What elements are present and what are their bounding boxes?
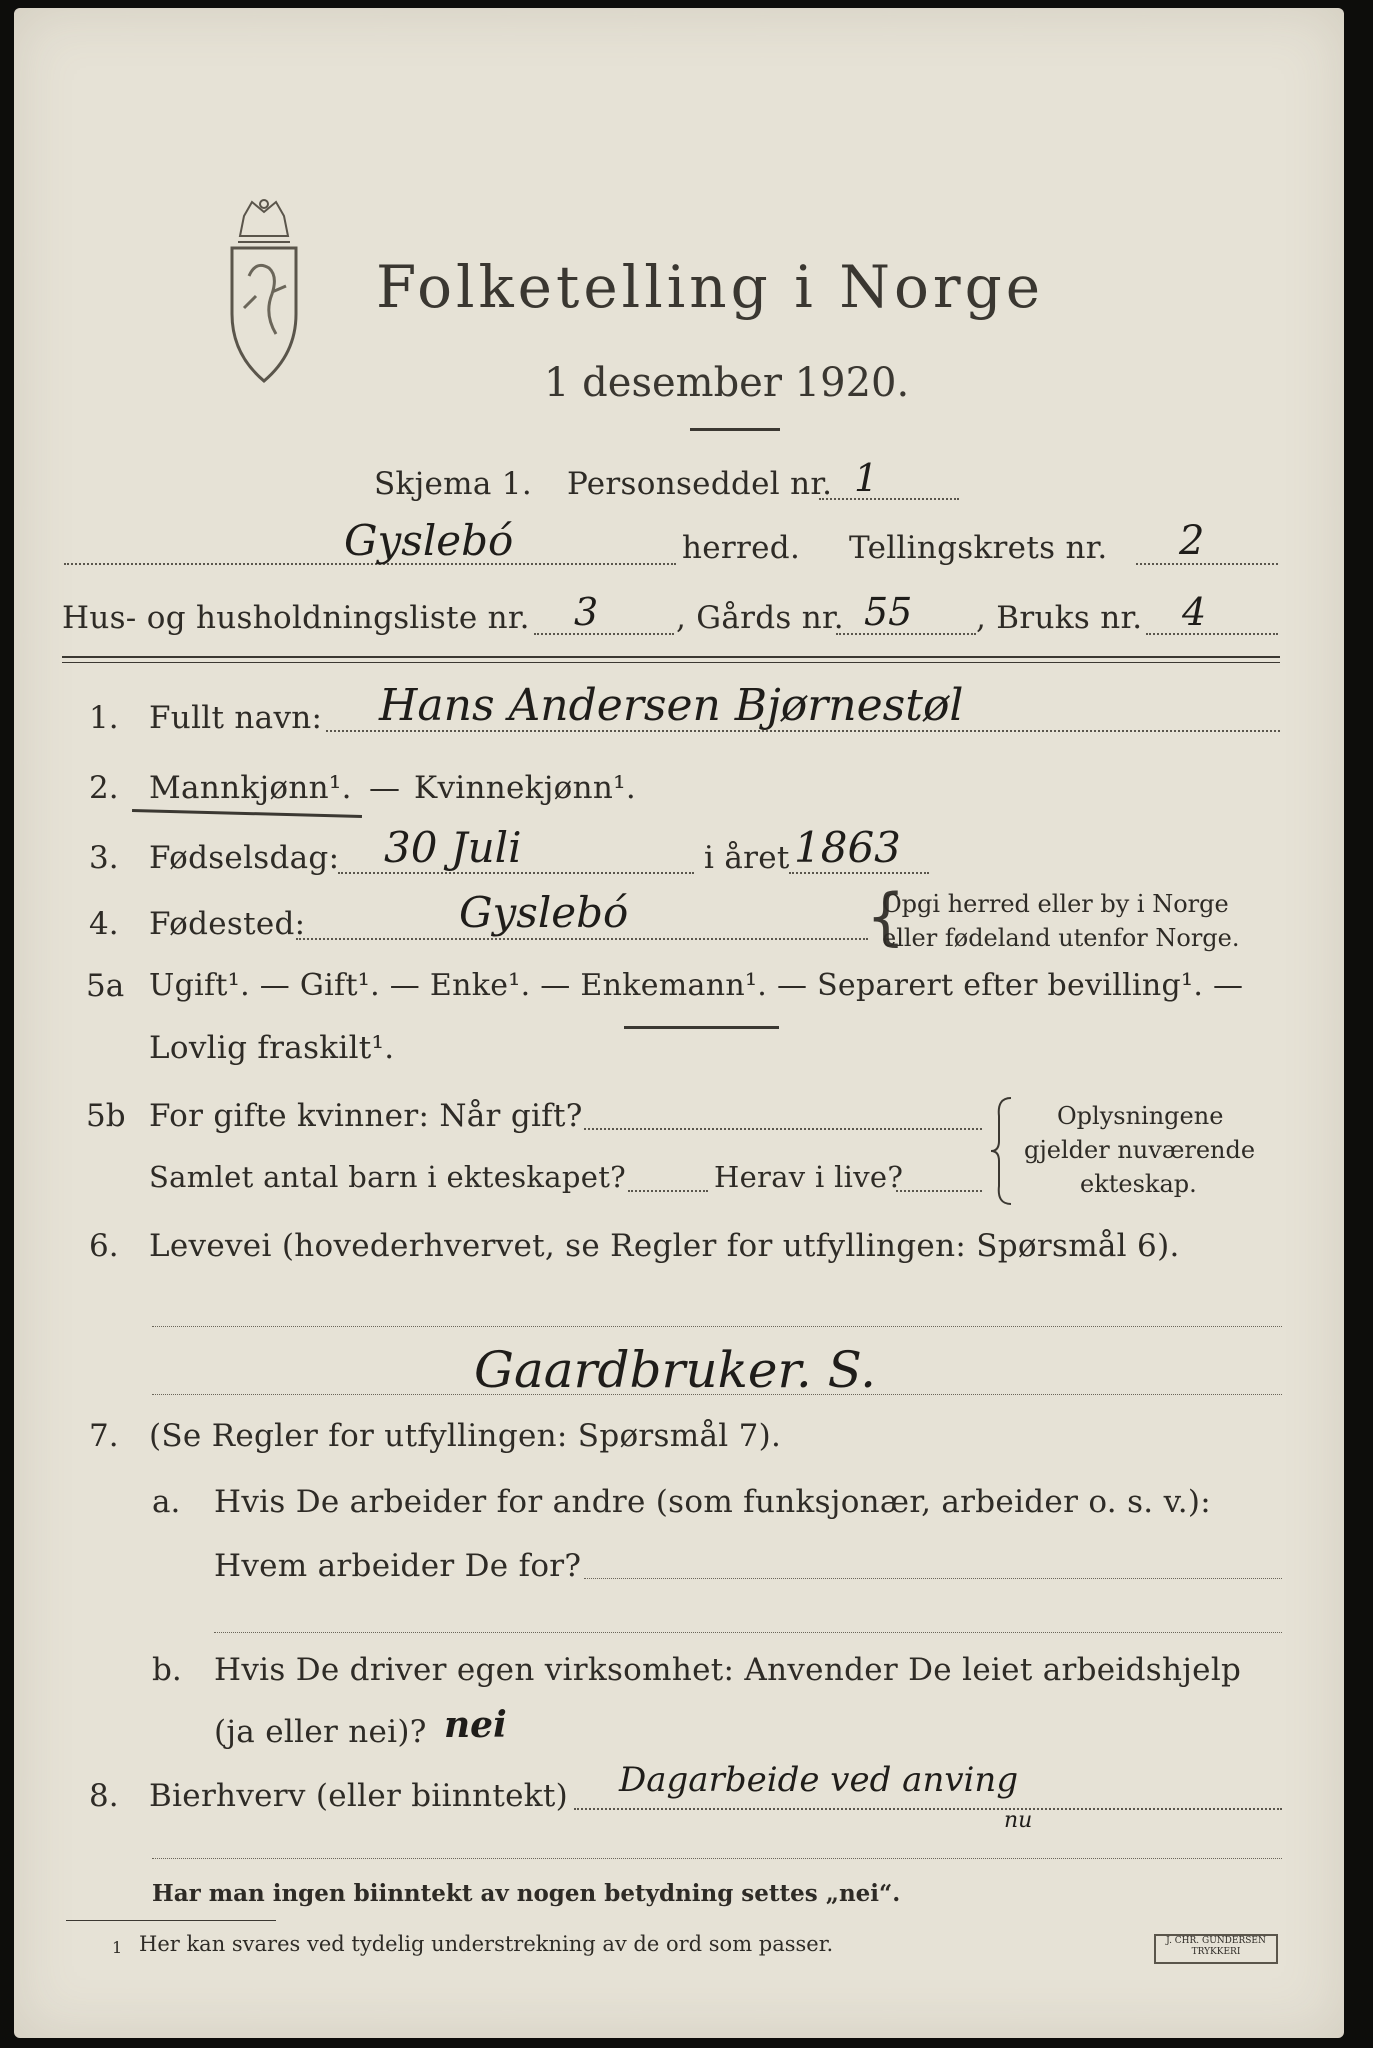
q3-day-value: 30 Juli bbox=[384, 823, 522, 872]
skjema-label: Skjema 1. bbox=[374, 466, 532, 502]
gards-label: , Gårds nr. bbox=[676, 600, 844, 636]
q5b-live-field-line bbox=[896, 1190, 982, 1192]
q3-year-label: i året bbox=[704, 840, 790, 876]
q1-value: Hans Andersen Bjørnestøl bbox=[379, 680, 964, 731]
q2-separator: — bbox=[369, 770, 401, 806]
q7a-answer-line bbox=[584, 1578, 1282, 1579]
q7b-letter: b. bbox=[152, 1652, 182, 1688]
printer-stamp-text: J. CHR. GUNDERSEN TRYKKERI bbox=[1166, 1936, 1266, 1957]
q3-year-field-line bbox=[789, 872, 929, 874]
coat-of-arms-icon bbox=[214, 196, 314, 400]
q6-label: Levevei (hovederhvervet, se Regler for utfyllingen: Spørsmål 6). bbox=[149, 1228, 1180, 1264]
q5b-line2b: Herav i live? bbox=[714, 1160, 904, 1194]
q8-label: Bierhverv (eller biinntekt) bbox=[149, 1778, 569, 1814]
q7-label: (Se Regler for utfyllingen: Spørsmål 7). bbox=[149, 1418, 782, 1454]
q5b-line1: For gifte kvinner: Når gift? bbox=[149, 1098, 583, 1134]
personseddel-value: 1 bbox=[854, 456, 879, 500]
bruks-value: 4 bbox=[1182, 590, 1207, 634]
q4-number: 4. bbox=[89, 906, 119, 942]
q5a-enkemann-underline bbox=[624, 1026, 779, 1029]
q2-option-male: Mannkjønn¹. bbox=[149, 770, 352, 806]
q6-answer-line-1 bbox=[152, 1326, 1282, 1327]
personseddel-field-line bbox=[819, 498, 959, 500]
q6-value: Gaardbruker. S. bbox=[474, 1341, 877, 1399]
printer-stamp bbox=[1154, 1934, 1278, 1964]
bruks-label: , Bruks nr. bbox=[976, 600, 1143, 636]
q8-field-line bbox=[574, 1808, 1282, 1810]
q3-label: Fødselsdag: bbox=[149, 840, 340, 876]
q5b-note-2: gjelder nuværende bbox=[1024, 1136, 1256, 1164]
q7a-line1: Hvis De arbeider for andre (som funksjonær, arbeider o. s. v.): bbox=[214, 1484, 1212, 1520]
census-form-page bbox=[14, 8, 1344, 2038]
footer-note: Har man ingen biinntekt av nogen betydning settes „nei“. bbox=[152, 1880, 901, 1907]
q7b-line2: (ja eller nei)? bbox=[214, 1714, 427, 1750]
q4-note-line2: eller fødeland utenfor Norge. bbox=[882, 924, 1240, 952]
herred-label: herred. bbox=[682, 530, 801, 566]
q7-number: 7. bbox=[89, 1418, 119, 1454]
q7a-letter: a. bbox=[152, 1484, 181, 1520]
q4-field-line bbox=[296, 938, 868, 940]
tellingskrets-value: 2 bbox=[1179, 518, 1205, 564]
q5b-note-1: Oplysningene bbox=[1057, 1102, 1224, 1130]
q1-label: Fullt navn: bbox=[149, 700, 323, 736]
q5b-number: 5b bbox=[86, 1098, 126, 1134]
q4-note-line1: Opgi herred eller by i Norge bbox=[882, 890, 1229, 918]
q3-day-field-line bbox=[338, 872, 694, 874]
q8-answer-line-2 bbox=[152, 1858, 1282, 1859]
tellingskrets-label: Tellingskrets nr. bbox=[849, 530, 1108, 566]
q5b-gift-field-line bbox=[584, 1128, 982, 1130]
q5a-line1: Ugift¹. — Gift¹. — Enke¹. — Enkemann¹. — Separert efter bevilling¹. — bbox=[149, 968, 1244, 1003]
q2-option-female: Kvinnekjønn¹. bbox=[414, 770, 637, 806]
q8-value: Dagarbeide ved anving bbox=[619, 1760, 1019, 1800]
q3-year-value: 1863 bbox=[794, 823, 901, 872]
personseddel-label: Personseddel nr. bbox=[567, 466, 833, 502]
footnote-text: Her kan svares ved tydelig understrekning av de ord som passer. bbox=[139, 1932, 834, 1956]
q5b-note-brace bbox=[989, 1096, 1015, 1210]
q8-number: 8. bbox=[89, 1778, 119, 1814]
form-title: Folketelling i Norge bbox=[376, 253, 1045, 321]
q3-number: 3. bbox=[89, 840, 119, 876]
q2-number: 2. bbox=[89, 770, 119, 806]
husholdningsliste-label: Hus- og husholdningsliste nr. bbox=[62, 600, 530, 636]
q5b-line2a: Samlet antal barn i ekteskapet? bbox=[149, 1160, 626, 1194]
q6-number: 6. bbox=[89, 1228, 119, 1264]
tellingskrets-field-line bbox=[1136, 563, 1278, 565]
q7b-line1: Hvis De driver egen virksomhet: Anvender De leiet arbeidshjelp bbox=[214, 1652, 1242, 1688]
q5b-barn-field-line bbox=[628, 1190, 708, 1192]
q7a-line2: Hvem arbeider De for? bbox=[214, 1548, 582, 1584]
footnote-mark: 1 bbox=[112, 1938, 123, 1957]
husholdningsliste-field-line bbox=[534, 633, 674, 635]
header-divider bbox=[62, 656, 1280, 658]
header-divider-2 bbox=[62, 662, 1280, 663]
q8-value-2: nu bbox=[1004, 1808, 1033, 1833]
q2-male-underline bbox=[132, 809, 362, 818]
q5a-number: 5a bbox=[86, 968, 125, 1004]
q6-answer-line-2 bbox=[152, 1394, 1282, 1395]
husholdningsliste-value: 3 bbox=[574, 590, 599, 634]
form-subtitle: 1 desember 1920. bbox=[544, 360, 910, 406]
q7b-value: nei bbox=[444, 1704, 507, 1746]
q5b-note-3: ekteskap. bbox=[1080, 1170, 1197, 1198]
q4-value: Gyslebó bbox=[459, 888, 629, 937]
q1-number: 1. bbox=[89, 700, 119, 736]
q7a-answer-line-2 bbox=[214, 1632, 1282, 1633]
q4-label: Fødested: bbox=[149, 906, 306, 942]
q4-note-brace: { bbox=[866, 880, 906, 953]
bruks-field-line bbox=[1146, 633, 1278, 635]
q5a-line2: Lovlig fraskilt¹. bbox=[149, 1030, 395, 1066]
gards-value: 55 bbox=[864, 590, 913, 634]
herred-value: Gyslebó bbox=[344, 516, 514, 565]
title-divider bbox=[690, 428, 780, 431]
footnote-divider bbox=[66, 1920, 276, 1921]
